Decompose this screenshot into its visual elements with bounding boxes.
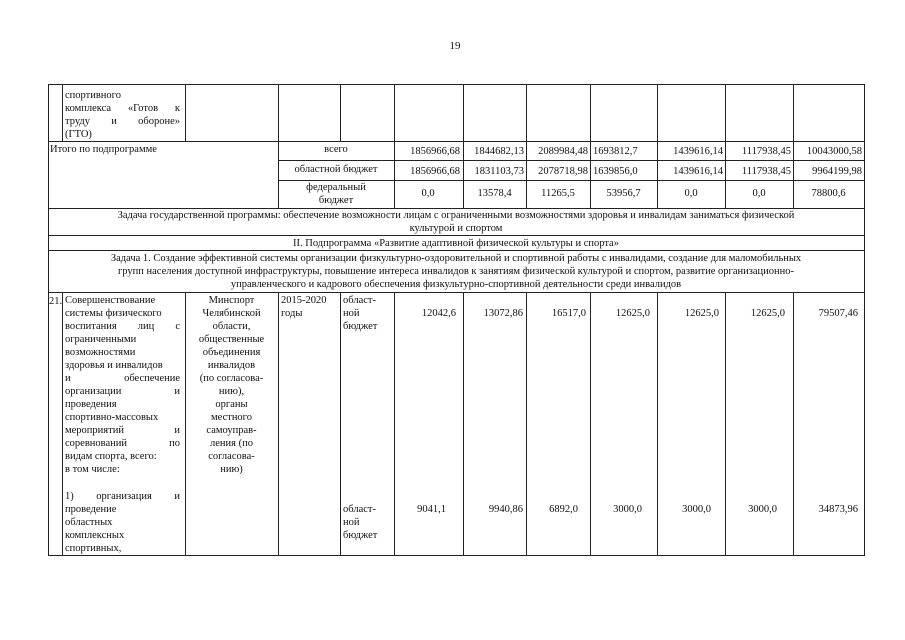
- itogo-row-label: областной бюджет: [294, 164, 378, 175]
- row-number: 21.: [49, 296, 63, 307]
- table-cell: 1439616,14: [673, 146, 723, 157]
- table-cell: 3000,0: [748, 504, 777, 515]
- table-border: [48, 555, 864, 556]
- funding-source: бюджет: [343, 321, 378, 332]
- table-cell: 10043000,58: [806, 146, 862, 157]
- table-cell: 1117938,45: [741, 166, 791, 177]
- table-border: [463, 84, 464, 208]
- measure-name-line: возможностями: [65, 347, 136, 358]
- period: 2015-2020 годы: [281, 295, 327, 319]
- table-cell: 12625,0: [615, 308, 650, 319]
- table-border: [48, 141, 864, 142]
- measure-name-line: ограниченными: [65, 334, 137, 345]
- table-border: [48, 292, 49, 556]
- table-border: [62, 84, 63, 141]
- table-cell: 79507,46: [818, 308, 858, 319]
- table-border: [725, 84, 726, 208]
- page-number: 19: [449, 40, 461, 52]
- measure-name-line: системы физического: [65, 308, 162, 319]
- executor-line: (по согласова-: [199, 373, 264, 384]
- table-border: [526, 292, 527, 556]
- measure-name-line: Совершенствование: [65, 295, 156, 306]
- table-border: [590, 292, 591, 556]
- table-border: [590, 84, 591, 208]
- table-cell: 3000,0: [682, 504, 711, 515]
- executor-line: ления (по: [210, 438, 253, 449]
- table-cell: 2078718,98: [538, 166, 588, 177]
- table-cell: 0,0: [684, 188, 698, 199]
- executor-line: Челябинской: [202, 308, 261, 319]
- executor-line: общественные: [198, 334, 265, 345]
- table-border: [725, 292, 726, 556]
- measure-name-line: спортивно-массовых: [65, 412, 159, 423]
- executor-line: самоуправ-: [206, 425, 257, 436]
- funding-source: област-: [343, 295, 376, 306]
- measure-name-line: соревнований по: [65, 438, 180, 449]
- table-border: [394, 84, 395, 208]
- subprogram-task: управленческого и кадрового обеспечения физкультурно-спортивной деятельности среди инвалидов: [230, 279, 682, 290]
- table-border: [657, 292, 658, 556]
- table-border: [864, 84, 865, 556]
- table-border: [657, 84, 658, 208]
- table-cell: 1831103,73: [474, 166, 524, 177]
- measure-name-line: и обеспечение: [65, 373, 180, 384]
- table-border: [48, 84, 864, 85]
- itogo-row-label: федеральный: [306, 182, 366, 193]
- executor-line: Минспорт: [208, 295, 255, 306]
- table-cell: 11265,5: [541, 188, 575, 199]
- measure-name-line: труду и обороне»: [65, 116, 180, 127]
- table-cell: 1693812,7: [593, 146, 638, 157]
- funding-source: ной: [343, 517, 360, 528]
- table-border: [185, 84, 186, 141]
- measure-name-line: спортивных,: [65, 543, 122, 554]
- table-cell: 12625,0: [750, 308, 785, 319]
- executor-line: органы: [215, 399, 248, 410]
- measure-name-line: видам спорта, всего:: [65, 451, 157, 462]
- table-cell: 1439616,14: [673, 166, 723, 177]
- table-cell: 53956,7: [606, 188, 641, 199]
- table-border: [48, 84, 49, 208]
- table-border: [48, 235, 864, 236]
- table-border: [394, 292, 395, 556]
- itogo-label: Итого по подпрограмме: [50, 144, 157, 155]
- table-cell: 2089984,48: [538, 146, 588, 157]
- table-border: [278, 160, 864, 161]
- measure-name-line: здоровья и инвалидов: [65, 360, 163, 371]
- table-cell: 13578,4: [477, 188, 512, 199]
- subprogram-task: Задача 1. Создание эффективной системы организации физкультурно-оздоровительной и спортивной работы с инвалидами, создание для маломобильных: [110, 253, 802, 264]
- program-task: Задача государственной программы: обеспечение возможности лицам с ограниченными возможностями здоровья и инвалидам заниматься физической: [117, 210, 795, 221]
- measure-name-line: комплексных: [65, 530, 125, 541]
- executor-line: местного: [211, 412, 252, 423]
- table-cell: 12625,0: [684, 308, 719, 319]
- measure-name-line: проведения: [65, 399, 117, 410]
- table-border: [340, 84, 341, 141]
- measure-name-line: организации и: [65, 386, 180, 397]
- table-cell: 34873,96: [818, 504, 858, 515]
- table-cell: 1117938,45: [741, 146, 791, 157]
- table-border: [48, 292, 864, 293]
- executor-line: области,: [212, 321, 251, 332]
- table-cell: 1844682,13: [474, 146, 524, 157]
- measure-name-line: мероприятий и: [65, 425, 180, 436]
- table-border: [526, 84, 527, 208]
- measure-name-line: спортивного: [65, 90, 121, 101]
- table-border: [793, 84, 794, 208]
- subprogram-title: II. Подпрограмма «Развитие адаптивной физической культуры и спорта»: [293, 238, 619, 249]
- measure-name-line: 1) организация и: [65, 491, 180, 502]
- executor-line: инвалидов: [207, 360, 256, 371]
- funding-source: бюджет: [343, 530, 378, 541]
- table-border: [185, 292, 186, 556]
- table-border: [463, 292, 464, 556]
- executor-line: согласова-: [208, 451, 255, 462]
- measure-name-line: комплекса «Готов к: [65, 103, 180, 114]
- measure-name-line: (ГТО): [65, 129, 92, 140]
- executor-line: объединения: [202, 347, 261, 358]
- measure-name-line: в том числе:: [65, 464, 120, 475]
- table-cell: 9940,86: [488, 504, 523, 515]
- table-cell: 16517,0: [551, 308, 586, 319]
- measure-name-line: областных: [65, 517, 113, 528]
- executor-line: нию),: [218, 386, 245, 397]
- funding-source: ной: [343, 308, 360, 319]
- table-cell: 1856966,68: [410, 166, 460, 177]
- table-cell: 6892,0: [549, 504, 578, 515]
- table-border: [48, 250, 864, 251]
- measure-name-line: воспитания лиц с: [65, 321, 180, 332]
- table-cell: 13072,86: [483, 308, 523, 319]
- table-cell: 3000,0: [613, 504, 642, 515]
- table-cell: 0,0: [421, 188, 435, 199]
- table-cell: 1639856,0: [593, 166, 638, 177]
- table-border: [793, 292, 794, 556]
- table-border: [278, 292, 279, 556]
- measure-name-line: проведение: [65, 504, 117, 515]
- table-border: [48, 208, 49, 293]
- table-border: [62, 292, 63, 556]
- table-border: [340, 292, 341, 556]
- table-cell: 78800,6: [811, 188, 846, 199]
- itogo-row-label: бюджет: [318, 195, 354, 206]
- table-cell: 12042,6: [421, 308, 456, 319]
- itogo-row-label: всего: [324, 144, 348, 155]
- table-cell: 9964199,98: [812, 166, 862, 177]
- executor-line: нию): [220, 464, 243, 475]
- table-cell: 9041,1: [417, 504, 446, 515]
- table-cell: 0,0: [752, 188, 766, 199]
- funding-source: област-: [343, 504, 376, 515]
- program-task: культурой и спортом: [409, 223, 503, 234]
- table-border: [278, 84, 279, 208]
- subprogram-task: групп населения доступной инфраструктуры, повышение интереса инвалидов к занятиям физической культурой и спортом, развитие организационно-: [117, 266, 795, 277]
- table-cell: 1856966,68: [410, 146, 460, 157]
